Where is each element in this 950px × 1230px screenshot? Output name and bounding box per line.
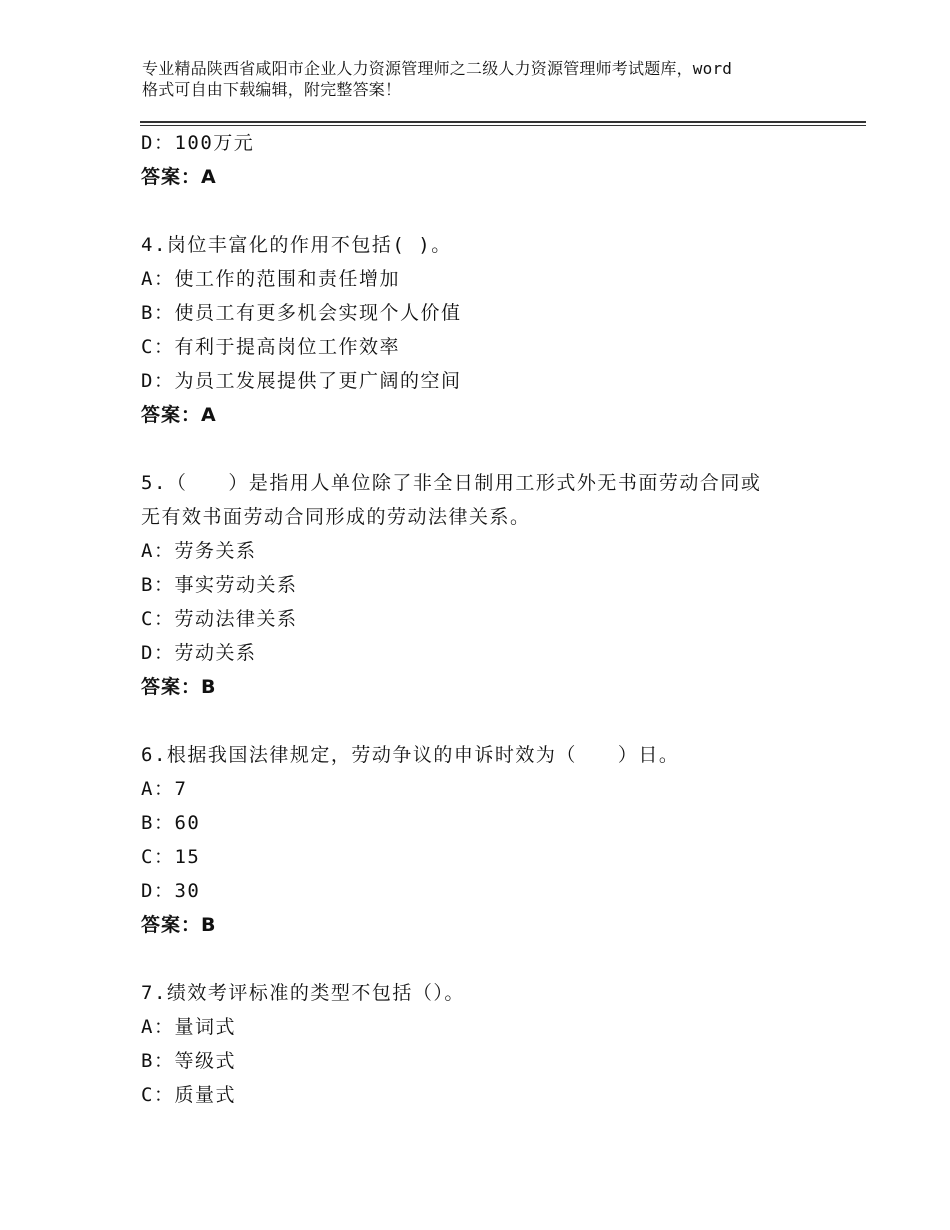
question-3-block — [141, 126, 861, 194]
spacer — [141, 942, 861, 976]
q6-question: 6.根据我国法律规定，劳动争议的申诉时效为（ ）日。 — [141, 744, 680, 766]
q6-option-c: C：15 — [141, 846, 201, 868]
q6-option-a: A：7 — [141, 778, 188, 800]
q4-option-b: B：使员工有更多机会实现个人价值 — [141, 302, 462, 324]
q3-option-d: D：100万元 — [141, 132, 255, 154]
q4-option-d: D：为员工发展提供了更广阔的空间 — [141, 370, 462, 392]
q6-option-d: D：30 — [141, 880, 201, 902]
spacer — [141, 704, 861, 738]
question-5-block — [141, 466, 861, 704]
document-body — [141, 126, 861, 1112]
q5-question-line-2: 无有效书面劳动合同形成的劳动法律关系。 — [141, 506, 531, 528]
q5-answer: 答案：B — [141, 676, 217, 698]
q5-question-line-1: 5.（ ）是指用人单位除了非全日制用工形式外无书面劳动合同或 — [141, 472, 762, 494]
q5-option-a: A：劳务关系 — [141, 540, 257, 562]
q5-option-b: B：事实劳动关系 — [141, 574, 298, 596]
q7-option-c: C：质量式 — [141, 1084, 236, 1106]
header-line-2: 格式可自由下载编辑，附完整答案！ — [142, 80, 402, 99]
header-line-1: 专业精品陕西省咸阳市企业人力资源管理师之二级人力资源管理师考试题库，word — [142, 59, 733, 78]
spacer — [141, 432, 861, 466]
q3-answer: 答案：A — [141, 166, 217, 188]
q4-option-a: A：使工作的范围和责任增加 — [141, 268, 400, 290]
header-divider-thick — [140, 121, 866, 123]
q4-option-c: C：有利于提高岗位工作效率 — [141, 336, 400, 358]
q7-question: 7.绩效考评标准的类型不包括（）。 — [141, 982, 465, 1004]
q5-option-c: C：劳动法律关系 — [141, 608, 298, 630]
q4-question: 4.岗位丰富化的作用不包括( )。 — [141, 234, 452, 256]
q7-option-a: A：量词式 — [141, 1016, 236, 1038]
question-7-block — [141, 976, 861, 1112]
page-header — [142, 58, 832, 100]
q6-answer: 答案：B — [141, 914, 217, 936]
spacer — [141, 194, 861, 228]
q6-option-b: B：60 — [141, 812, 201, 834]
q4-answer: 答案：A — [141, 404, 217, 426]
q7-option-b: B：等级式 — [141, 1050, 236, 1072]
question-6-block — [141, 738, 861, 942]
question-4-block — [141, 228, 861, 432]
q5-option-d: D：劳动关系 — [141, 642, 257, 664]
